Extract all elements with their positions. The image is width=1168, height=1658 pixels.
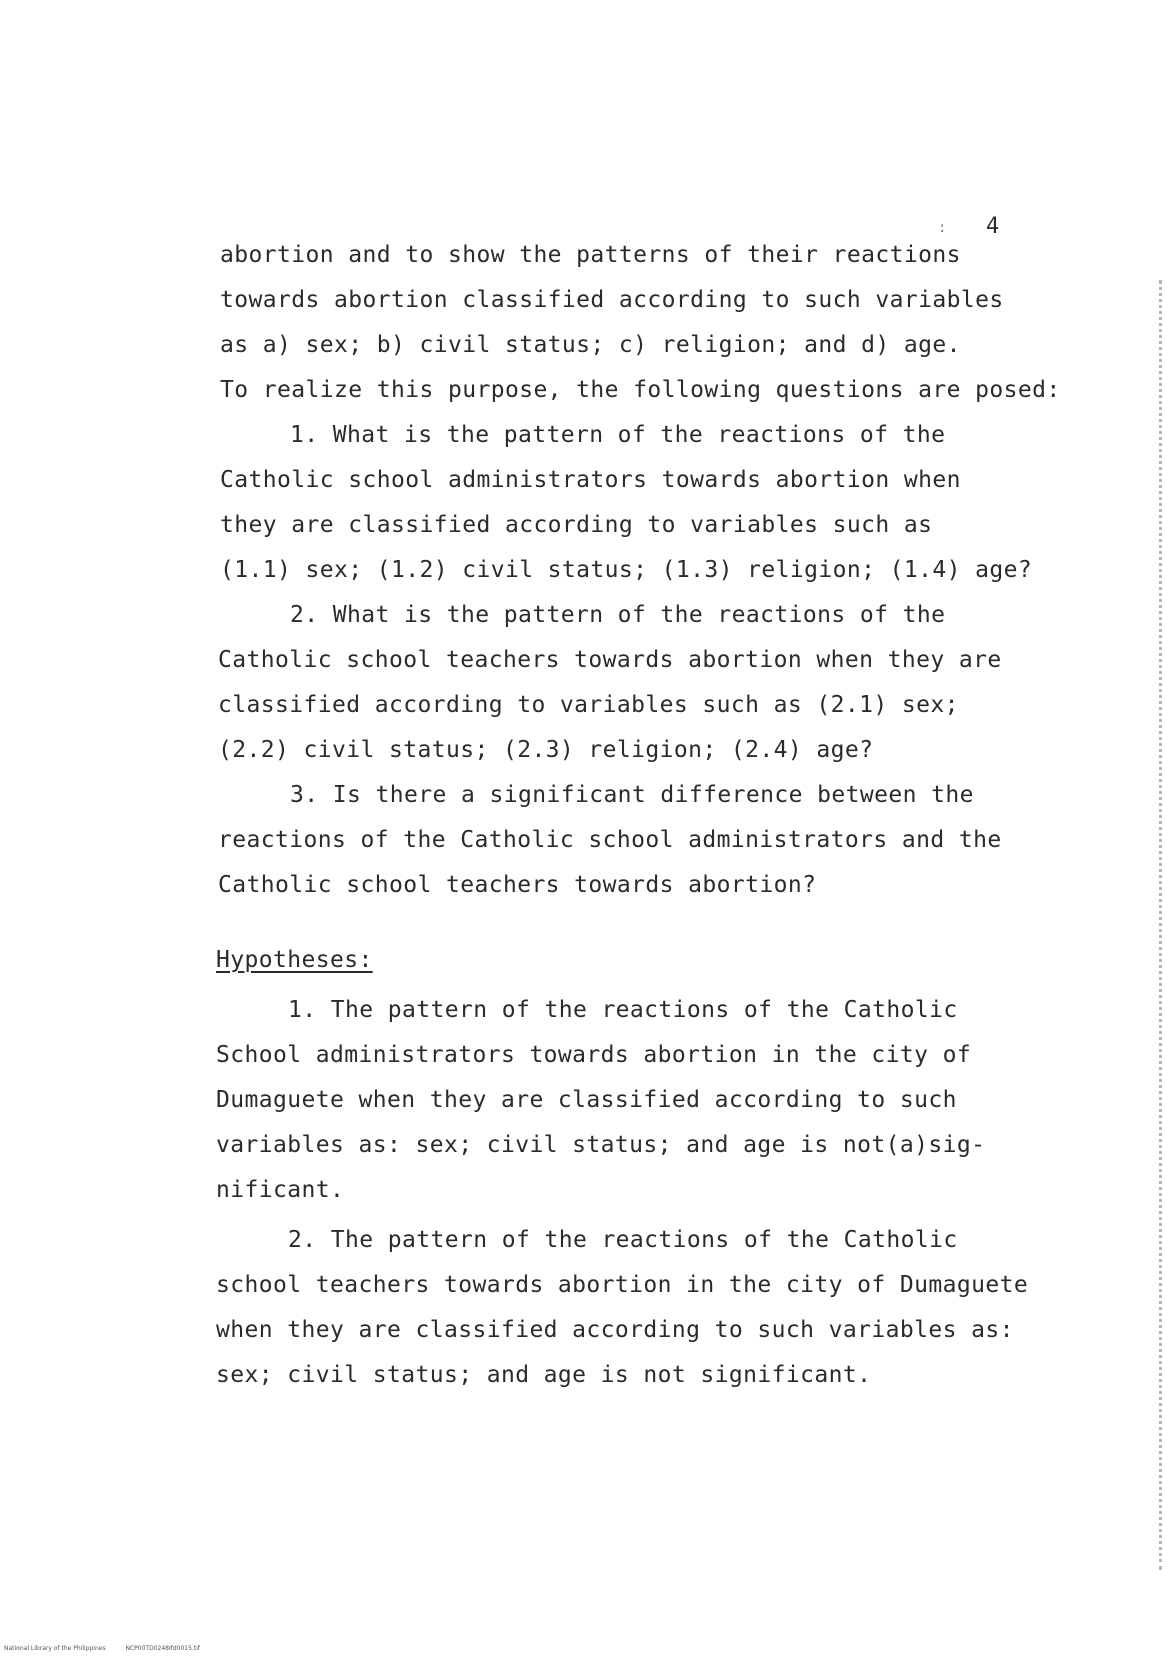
text-line: School administrators towards abortion in the city of bbox=[216, 1042, 972, 1068]
text-line: 3. Is there a significant difference between the bbox=[290, 782, 974, 808]
text-line: 1. What is the pattern of the reactions of the bbox=[290, 422, 946, 448]
text-line: To realize this purpose, the following questions are posed: bbox=[220, 377, 1061, 403]
section-heading: Hypotheses: bbox=[216, 947, 373, 973]
text-line: abortion and to show the patterns of their reactions bbox=[220, 242, 961, 268]
text-line: 2. What is the pattern of the reactions of the bbox=[290, 602, 946, 628]
text-line: Catholic school teachers towards abortion? bbox=[218, 872, 817, 898]
text-line: nificant. bbox=[216, 1177, 345, 1203]
text-line: towards abortion classified according to such variables bbox=[220, 287, 1004, 313]
text-line: sex; civil status; and age is not significant. bbox=[216, 1362, 872, 1388]
text-line: variables as: sex; civil status; and age is not(a)sig- bbox=[216, 1132, 986, 1158]
footer-library: National Library of the Philippines bbox=[4, 1645, 106, 1652]
text-line: 1. The pattern of the reactions of the Catholic bbox=[288, 997, 958, 1023]
text-line: classified according to variables such as (2.1) sex; bbox=[218, 692, 959, 718]
scan-footer bbox=[4, 1645, 200, 1652]
page-number: 4 bbox=[986, 214, 1001, 239]
text-line: (2.2) civil status; (2.3) religion; (2.4) age? bbox=[218, 737, 874, 763]
text-line: reactions of the Catholic school administrators and the bbox=[218, 827, 1002, 853]
text-line: 2. The pattern of the reactions of the Catholic bbox=[288, 1227, 958, 1253]
text-line: Catholic school teachers towards abortion when they are bbox=[218, 647, 1002, 673]
text-line: as a) sex; b) civil status; c) religion; and d) age. bbox=[220, 332, 961, 358]
text-line: they are classified according to variables such as bbox=[220, 512, 933, 538]
text-line: when they are classified according to such variables as: bbox=[216, 1317, 1014, 1343]
text-line: Dumaguete when they are classified according to such bbox=[216, 1087, 957, 1113]
scan-edge-marks bbox=[1155, 280, 1162, 1570]
text-line: (1.1) sex; (1.2) civil status; (1.3) religion; (1.4) age? bbox=[220, 557, 1033, 583]
text-line: Catholic school administrators towards abortion when bbox=[220, 467, 961, 493]
text-line: school teachers towards abortion in the city of Dumaguete bbox=[216, 1272, 1029, 1298]
footer-file-id: NCP00TD0248Ifd0015.tif bbox=[125, 1645, 200, 1652]
margin-mark: : bbox=[938, 220, 947, 236]
